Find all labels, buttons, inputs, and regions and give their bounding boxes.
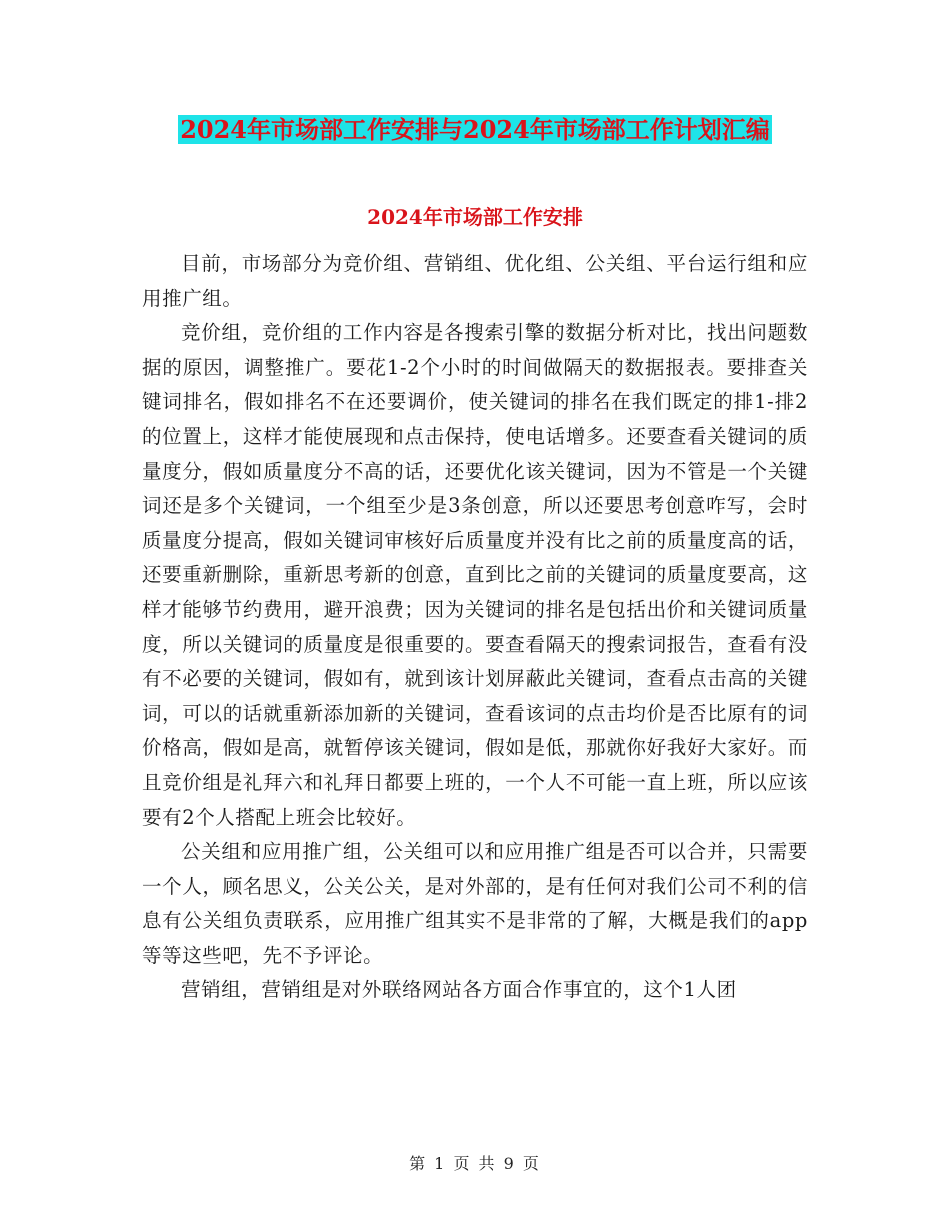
document-title-text: 2024年市场部工作安排与2024年市场部工作计划汇编 xyxy=(180,115,770,144)
document-body xyxy=(142,247,808,1008)
paragraph-bidding-group: 竞价组，竞价组的工作内容是各搜索引擎的数据分析对比，找出问题数据的原因，调整推广。要花1-2个小时的时间做隔天的数据报表。要排查关键词排名，假如排名不在还要调价，使关键词的排名在我们既定的排1-排2的位置上，这样才能使展现和点击保持，使电话增多。还要查看关键词的质量度分，假如质量度分不高的话，还要优化该关键词，因为不管是一个关键词还是多个关键词，一个组至少是3条创意，所以还要思考创意咋写，会时质量度分提高，假如关键词审核好后质量度并没有比之前的质量度高的话，还要重新删除，重新思考新的创意，直到比之前的关键词的质量度要高，这样才能够节约费用，避开浪费；因为关键词的排名是包括出价和关键词质量度，所以关键词的质量度是很重要的。要查看隔天的搜索词报告，查看有没有不必要的关键词，假如有，就到该计划屏蔽此关键词，查看点击高的关键词，可以的话就重新添加新的关键词，查看该词的点击均价是否比原有的词价格高，假如是高，就暂停该关键词，假如是低，那就你好我好大家好。而且竞价组是礼拜六和礼拜日都要上班的，一个人不可能一直上班，所以应该要有2个人搭配上班会比较好。 xyxy=(142,321,808,829)
page-footer: 第 1 页 共 9 页 xyxy=(409,1154,541,1173)
document-title xyxy=(0,113,950,147)
paragraph-marketing-group: 营销组，营销组是对外联络网站各方面合作事宜的，这个1人团 xyxy=(181,978,737,1002)
section-title: 2024年市场部工作安排 xyxy=(367,205,583,229)
paragraph-intro: 目前，市场部分为竞价组、营销组、优化组、公关组、平台运行组和应用推广组。 xyxy=(142,252,808,310)
paragraph-pr-group: 公关组和应用推广组，公关组可以和应用推广组是否可以合并，只需要一个人，顾名思义，公关公关，是对外部的，是有任何对我们公司不利的信息有公关组负责联系，应用推广组其实不是非常的了解，大概是我们的app等等这些吧，先不予评论。 xyxy=(142,840,808,967)
